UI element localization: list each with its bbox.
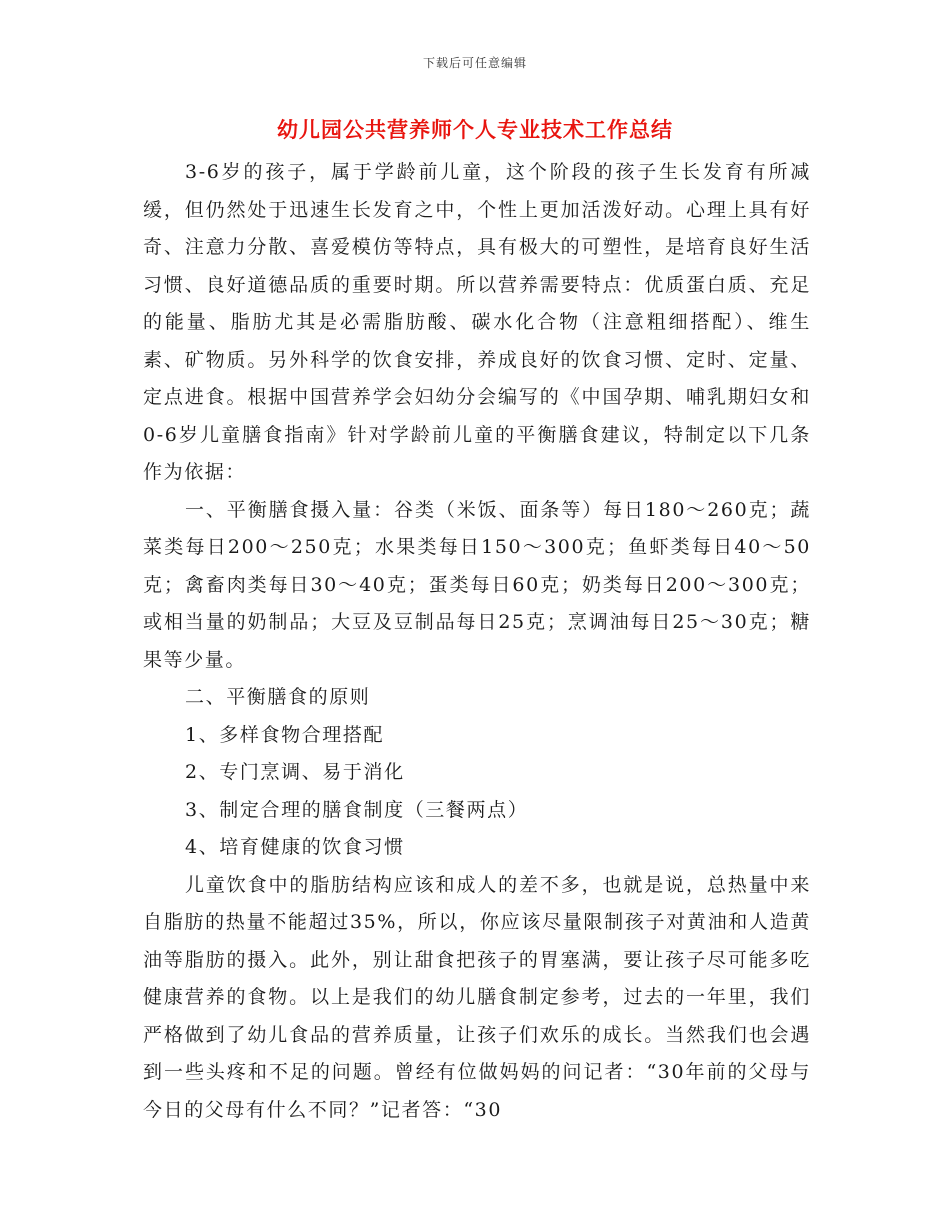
document-title: 幼儿园公共营养师个人专业技术工作总结: [277, 118, 673, 142]
section-two-heading: 二、平衡膳食的原则: [185, 686, 371, 708]
principle-item-2: 2、专门烹调、易于消化: [185, 761, 405, 783]
closing-paragraph: 儿童饮食中的脂肪结构应该和成人的差不多，也就是说，总热量中来自脂肪的热量不能超过35%，所以，你应该尽量限制孩子对黄油和人造黄油等脂肪的摄入。此外，别让甜食把孩子的胃塞满，要让孩子尽可能多吃健康营养的食物。以上是我们的幼儿膳食制定参考，过去的一年里，我们严格做到了幼儿食品的营养质量，让孩子们欢乐的成长。当然我们也会遇到一些头疼和不足的问题。曾经有位做妈妈的问记者：“30年前的父母与今日的父母有什么不同？”记者答：“30: [143, 873, 811, 1121]
principle-item-1: 1、多样食物合理搭配: [185, 723, 385, 746]
document-body: [143, 154, 811, 1129]
section-one-paragraph: 一、平衡膳食摄入量：谷类（米饭、面条等）每日180～260克；蔬菜类每日200～250克；水果类每日150～300克；鱼虾类每日40～50克；禽畜肉类每日30～40克；蛋类每日60克；奶类每日200～300克；或相当量的奶制品；大豆及豆制品每日25克；烹调油每日25～30克；糖果等少量。: [143, 498, 811, 671]
principle-item-3: 3、制定合理的膳食制度（三餐两点）: [185, 798, 529, 821]
header-note: 下载后可任意编辑: [422, 56, 527, 70]
principle-item-4: 4、培育健康的饮食习惯: [185, 836, 405, 858]
intro-paragraph: 3-6岁的孩子，属于学龄前儿童，这个阶段的孩子生长发育有所减缓，但仍然处于迅速生长发育之中，个性上更加活泼好动。心理上具有好奇、注意力分散、喜爱模仿等特点，具有极大的可塑性，是培育良好生活习惯、良好道德品质的重要时期。所以营养需要特点：优质蛋白质、充足的能量、脂肪尤其是必需脂肪酸、碳水化合物（注意粗细搭配）、维生素、矿物质。另外科学的饮食安排，养成良好的饮食习惯、定时、定量、定点进食。根据中国营养学会妇幼分会编写的《中国孕期、哺乳期妇女和0-6岁儿童膳食指南》针对学龄前儿童的平衡膳食建议，特制定以下几条作为依据：: [143, 161, 811, 483]
